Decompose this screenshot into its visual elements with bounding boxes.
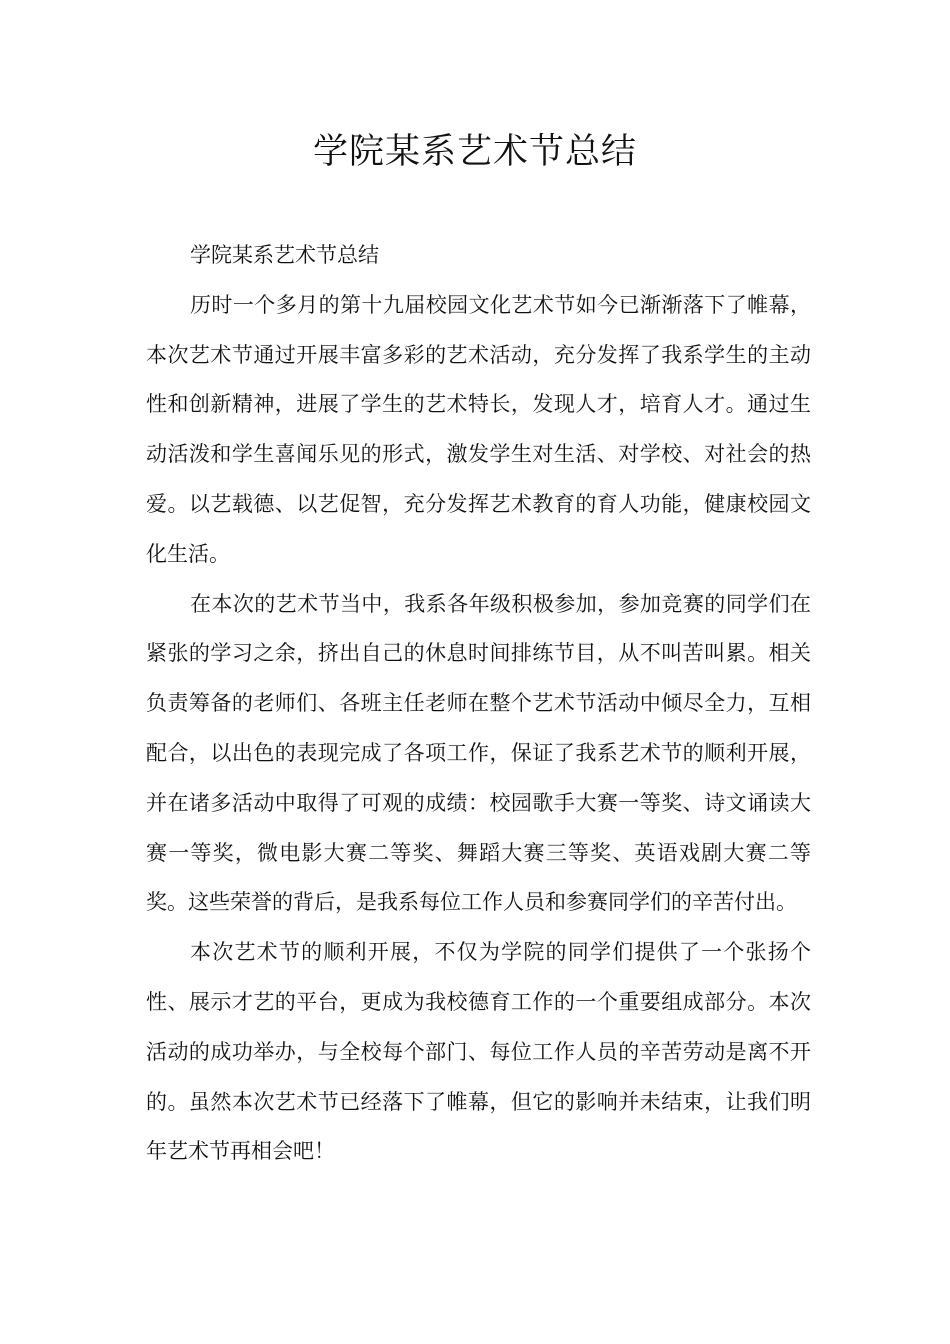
paragraph-2: 在本次的艺术节当中，我系各年级积极参加，参加竞赛的同学们在紧张的学习之余，挤出自己的休息时间排练节目，从不叫苦叫累。相关负责筹备的老师们、各班主任老师在整个艺术节活动中倾尽全力，互相配合，以出色的表现完成了各项工作，保证了我系艺术节的顺利开展，并在诸多活动中取得了可观的成绩：校园歌手大赛一等奖、诗文诵读大赛一等奖，微电影大赛二等奖、舞蹈大赛三等奖、英语戏剧大赛二等奖。这些荣誉的背后，是我系每位工作人员和参赛同学们的辛苦付出。 [146, 591, 811, 915]
paragraph-subtitle: 学院某系艺术节总结 [190, 243, 379, 267]
paragraph-1: 历时一个多月的第十九届校园文化艺术节如今已渐渐落下了帷幕，本次艺术节通过开展丰富多彩的艺术活动，充分发挥了我系学生的主动性和创新精神，进展了学生的艺术特长，发现人才，培育人才。通过生动活泼和学生喜闻乐见的形式，激发学生对生活、对学校、对社会的热爱。以艺载德、以艺促智，充分发挥艺术教育的育人功能，健康校园文化生活。 [146, 292, 811, 566]
paragraph-3: 本次艺术节的顺利开展，不仅为学院的同学们提供了一个张扬个性、展示才艺的平台，更成为我校德育工作的一个重要组成部分。本次活动的成功举办，与全校每个部门、每位工作人员的辛苦劳动是离不开的。虽然本次艺术节已经落下了帷幕，但它的影响并未结束，让我们明年艺术节再相会吧！ [146, 940, 811, 1164]
document-title: 学院某系艺术节总结 [312, 132, 637, 172]
document-body [146, 231, 811, 1177]
